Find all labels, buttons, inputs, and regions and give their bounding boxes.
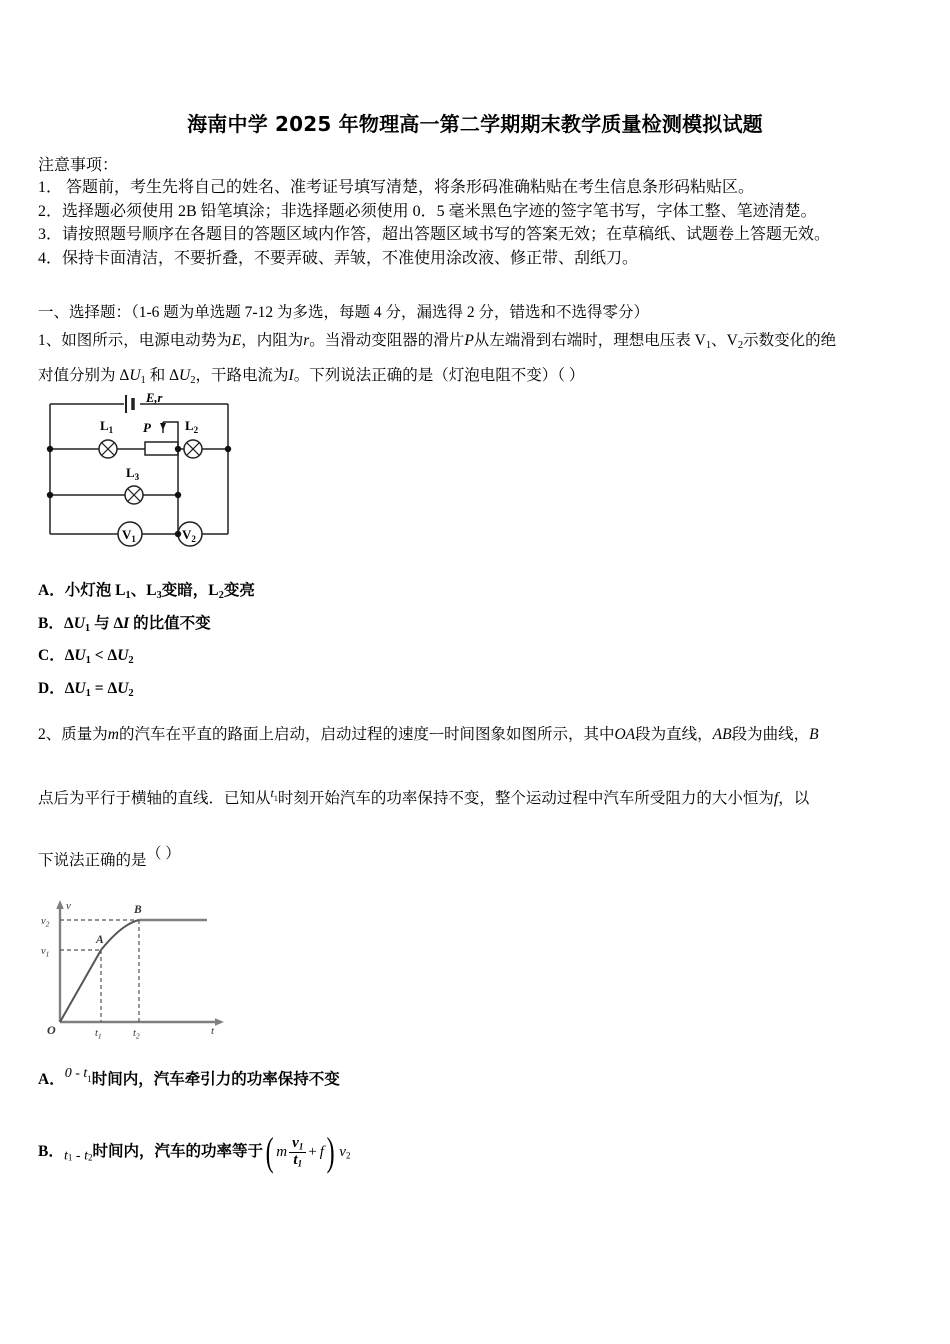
notice-item: 1． 答题前，考生先将自己的姓名、准考证号填写清楚，将条形码准确粘贴在考生信息条形码粘贴区。 [38, 179, 755, 196]
circuit-diagram [40, 392, 290, 557]
option-B2-expr-t2: t [84, 1148, 88, 1164]
question-2-stem-line1 [38, 720, 923, 750]
option-C-sub: 1 [85, 654, 91, 666]
q1-text-part: ，内阻为 [241, 332, 304, 349]
option-B-text: Δ [64, 614, 74, 632]
option-A2-label: A． [38, 1071, 65, 1088]
formula-numerator [289, 1136, 306, 1152]
option-C-symbol: U [74, 647, 86, 664]
q2-text-part: 点后为平行于横轴的直线．已知从 [38, 790, 271, 807]
option-A2-expr-t: t [83, 1066, 88, 1081]
y-tick-v1-label: $v_1$ [41, 946, 50, 959]
notice-heading: 注意事项： [38, 157, 119, 174]
option-D-symbol: U [117, 679, 129, 697]
q2-text-part: 2、质量为 [38, 726, 108, 743]
q1-text-part: 1、如图所示，电源电动势为 [38, 332, 232, 349]
option-B-symbol: I [123, 614, 130, 632]
q2-symbol-f: f [773, 790, 779, 807]
q2-text-part: ，以 [778, 790, 810, 807]
formula-right-paren: ) [326, 1129, 335, 1175]
y-axis-arrow [56, 900, 64, 909]
q2-sub: 1 [273, 794, 278, 803]
velocity-time-graph-svg [22, 892, 237, 1042]
q1-text-part: 对值分别为 Δ [38, 366, 130, 384]
point-B-label: B [134, 904, 142, 916]
option-D-sub: 2 [128, 687, 134, 699]
q1-text-part: 、V [711, 332, 738, 349]
option-B-text: 与 Δ [90, 614, 124, 632]
option-B-sub: 1 [84, 622, 91, 634]
voltmeter-V1-label: $V_1$ [122, 527, 136, 544]
option-B2-expr-t1: t [64, 1148, 68, 1164]
lamp-L2-label: $L_2$ [185, 418, 199, 435]
q2-text-part: 下说法正确的是 [38, 851, 147, 869]
section-heading: 一、选择题：（1-6 题为单选题 7-12 为多选，每题 4 分，漏选得 2 分，错选和不选得零分） [38, 304, 649, 321]
option-A-text: 变暗，L [161, 582, 219, 599]
y-tick-v2-label: $v_2$ [41, 916, 50, 929]
option-B-text: 的比值不变 [129, 614, 211, 632]
formula-v2-sub: 2 [345, 1150, 351, 1161]
option-A-text: 小灯泡 L [64, 582, 126, 599]
x-tick-t2-label: $t_2$ [133, 1028, 140, 1041]
q2-answer-blank: （ ） [146, 846, 181, 862]
q1-text-part: 和 Δ [145, 366, 180, 384]
rheostat-arrow [160, 423, 166, 430]
q1-sub: 2 [190, 374, 196, 386]
option-A-sub: 2 [218, 589, 224, 601]
option-A2-sub: 1 [87, 1073, 92, 1084]
option-C[interactable] [38, 643, 255, 666]
option-B2-sub: 1 [67, 1152, 73, 1163]
origin-label: O [47, 1023, 56, 1037]
q1-text-part: 示数变化的绝 [743, 332, 837, 349]
option-B2-sub: 2 [87, 1152, 93, 1163]
segment-AB [101, 920, 139, 950]
q1-symbol-P: P [464, 332, 474, 349]
option-A-sub: 3 [156, 589, 162, 601]
notice-item: 3．请按照题号顺序在各题目的答题区域内作答，超出答题区域书写的答案无效；在草稿纸、试题卷上答题无效。 [38, 226, 831, 243]
q2-symbol-B: B [809, 726, 819, 743]
rheostat-label: P [143, 420, 151, 435]
formula-num-sub: 1 [298, 1141, 304, 1152]
q1-text-part: ，干路电流为 [195, 366, 289, 384]
x-axis-arrow [215, 1018, 224, 1026]
formula-fraction [289, 1136, 306, 1169]
option-A-label: A． [38, 582, 65, 599]
option-B2-label: B． [38, 1143, 64, 1161]
velocity-time-graph [22, 892, 237, 1047]
page-title: 海南中学 2025 年物理高一第二学期期末教学质量检测模拟试题 [187, 112, 763, 136]
lamp-L3-label: $L_3$ [126, 465, 140, 482]
option-C-text: Δ [64, 647, 75, 664]
option-D-sub: 1 [85, 687, 91, 699]
q2-symbol-AB: AB [712, 726, 732, 743]
segment-OA [60, 950, 101, 1022]
option-C-label: C． [38, 647, 65, 664]
option-D-symbol: U [74, 679, 86, 697]
q2-text-part: 段为曲线， [731, 726, 810, 743]
question-2-option-A[interactable] [38, 1066, 340, 1089]
option-A-text: 变亮 [223, 582, 255, 599]
battery-label: E,r [146, 392, 163, 405]
formula-plus: + [308, 1144, 317, 1161]
x-tick-t1-label: $t_1$ [95, 1028, 102, 1041]
q1-text-part: 。当滑动变阻器的滑片 [309, 332, 465, 349]
option-C-text: < Δ [90, 647, 118, 664]
formula-m: m [276, 1144, 288, 1161]
option-B-symbol: U [73, 614, 85, 632]
q2-text-part: 时刻开始汽车的功率保持不变，整个运动过程中汽车所受阻力的大小恒为 [277, 790, 774, 807]
q1-text-part: 。下列说法正确的是（灯泡电阻不变）（ ） [293, 366, 585, 384]
q2-symbol-t: t [270, 786, 274, 800]
q2-text-part: 的汽车在平直的路面上启动，启动过程的速度ᅳ时间图象如图所示，其中 [118, 726, 615, 743]
formula-v2: v [339, 1144, 346, 1161]
question-2-stem-line2 [38, 778, 923, 814]
option-A[interactable] [38, 578, 255, 601]
notice-item: 4．保持卡面清洁，不要折叠，不要弄破、弄皱，不准使用涂改液、修正带、刮纸刀。 [38, 249, 639, 267]
formula-left-paren: ( [265, 1129, 274, 1175]
formula-f: f [319, 1144, 324, 1161]
q1-symbol-I: I [288, 366, 294, 384]
y-axis-label: v [66, 900, 71, 912]
option-A2-expr: 0 - [64, 1066, 84, 1081]
q1-sub-2: 2 [737, 339, 744, 351]
voltmeter-V2-label: $V_2$ [182, 527, 196, 544]
circuit-diagram-svg [40, 392, 290, 552]
notice-item: 2．选择题必须使用 2B 铅笔填涂；非选择题必须使用 0．5 毫米黑色字迹的签字笔书写，字体工整、笔迹清楚。 [38, 202, 817, 220]
formula-denominator [289, 1152, 306, 1169]
option-C-sub: 2 [128, 654, 134, 666]
q2-symbol-OA: OA [614, 726, 636, 743]
q2-symbol-m: m [107, 726, 119, 743]
notice-list [38, 176, 918, 270]
point-A-label: A [96, 934, 104, 946]
rheostat-body [145, 442, 178, 455]
q1-symbol-U2: U [179, 366, 191, 384]
option-A-sub: 1 [125, 589, 131, 601]
q1-symbol-E: E [231, 332, 242, 349]
question-1-stem [38, 326, 923, 396]
option-D-label: D． [38, 679, 65, 697]
q1-symbol-r: r [303, 332, 310, 349]
option-C-symbol: U [117, 647, 129, 664]
x-axis-label: t [211, 1025, 215, 1037]
option-B2-text: 时间内，汽车的功率等于 [92, 1143, 263, 1161]
q1-symbol-U1: U [129, 366, 141, 384]
q1-sub-1: 1 [705, 339, 712, 351]
option-B-label: B． [38, 614, 64, 632]
question-2-option-B[interactable] [38, 1129, 351, 1175]
q1-sub: 1 [140, 374, 146, 386]
q1-text-part: 从左端滑到右端时，理想电压表 V [473, 332, 706, 349]
lamp-L1-label: $L_1$ [100, 418, 114, 435]
option-D-text: Δ [64, 679, 75, 697]
formula-den-t: t [293, 1151, 298, 1168]
option-B[interactable] [38, 611, 255, 634]
question-1-options [38, 578, 255, 708]
option-B2-dash: - [72, 1148, 85, 1164]
question-2-stem-line3 [38, 842, 180, 870]
option-D[interactable] [38, 676, 255, 699]
option-A2-text: 时间内，汽车牵引力的功率保持不变 [91, 1071, 340, 1088]
formula-num-v: v [292, 1135, 299, 1151]
option-A-text: 、L [130, 582, 157, 599]
formula-den-sub: 1 [297, 1158, 303, 1169]
q2-text-part: 段为直线， [635, 726, 713, 743]
option-D-text: = Δ [90, 679, 118, 697]
